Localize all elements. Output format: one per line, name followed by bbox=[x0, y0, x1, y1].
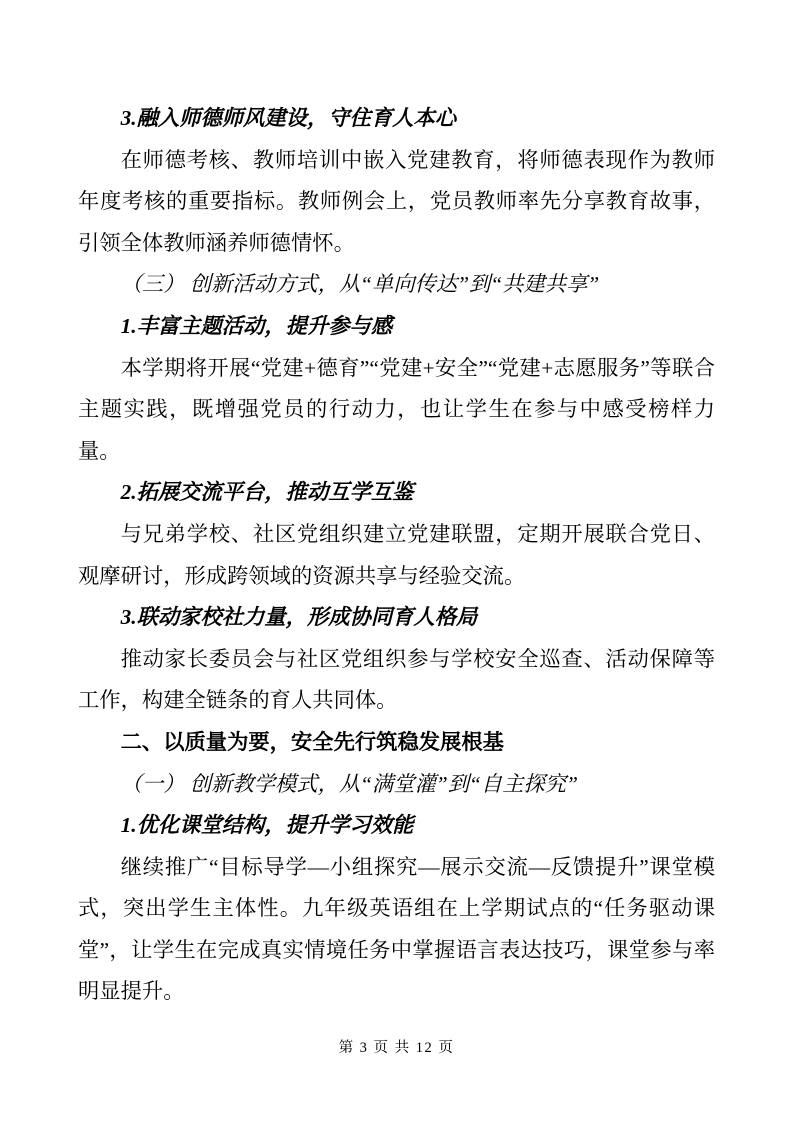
page-footer bbox=[0, 1036, 793, 1057]
para-home-school-community-body: 推动家长委员会与社区党组织参与学校安全巡查、活动保障等工作，构建全链条的育人共同体。 bbox=[78, 646, 715, 713]
para-teacher-ethics-body: 在师德考核、教师培训中嵌入党建教育，将师德表现作为教师年度考核的重要指标。教师例会上，党员教师率先分享教育故事，引领全体教师涵养师德情怀。 bbox=[78, 147, 715, 255]
heading-teacher-ethics: 3.融入师德师风建设，守住育人本心 bbox=[120, 106, 457, 130]
heading-expand-exchange-platform: 2.拓展交流平台，推动互学互鉴 bbox=[120, 480, 414, 505]
page-number-text: 第 3 页 共 12 页 bbox=[338, 1040, 455, 1056]
heading-home-school-community: 3.联动家校社力量，形成协同育人格局 bbox=[120, 605, 478, 630]
document-content bbox=[78, 98, 715, 1013]
heading-sec1-teaching-model: （一） 创新教学模式，从“满堂灌”到“自主探究” bbox=[120, 771, 578, 796]
heading-enrich-theme-activities: 1.丰富主题活动，提升参与感 bbox=[120, 313, 393, 338]
para-theme-activities-body: 本学期将开展“党建+德育”“党建+安全”“党建+志愿服务”等联合主题实践，既增强党员的行动力，也让学生在参与中感受榜样力量。 bbox=[78, 355, 715, 463]
para-exchange-platform-body: 与兄弟学校、社区党组织建立党建联盟，定期开展联合党日、观摩研讨，形成跨领域的资源共享与经验交流。 bbox=[78, 521, 715, 588]
heading-part2-quality-safety: 二、以质量为要，安全先行筑稳发展根基 bbox=[120, 729, 504, 754]
heading-sec3-innovate-activities: （三） 创新活动方式，从“单向传达”到“共建共享” bbox=[120, 272, 600, 297]
para-classroom-structure-body: 继续推广“目标导学—小组探究—展示交流—反馈提升”课堂模式，突出学生主体性。九年级英语组在上学期试点的“任务驱动课堂”，让学生在完成真实情境任务中掌握语言表达技巧，课堂参与率明显提升。 bbox=[78, 854, 715, 1004]
heading-optimize-classroom: 1.优化课堂结构，提升学习效能 bbox=[120, 813, 414, 838]
